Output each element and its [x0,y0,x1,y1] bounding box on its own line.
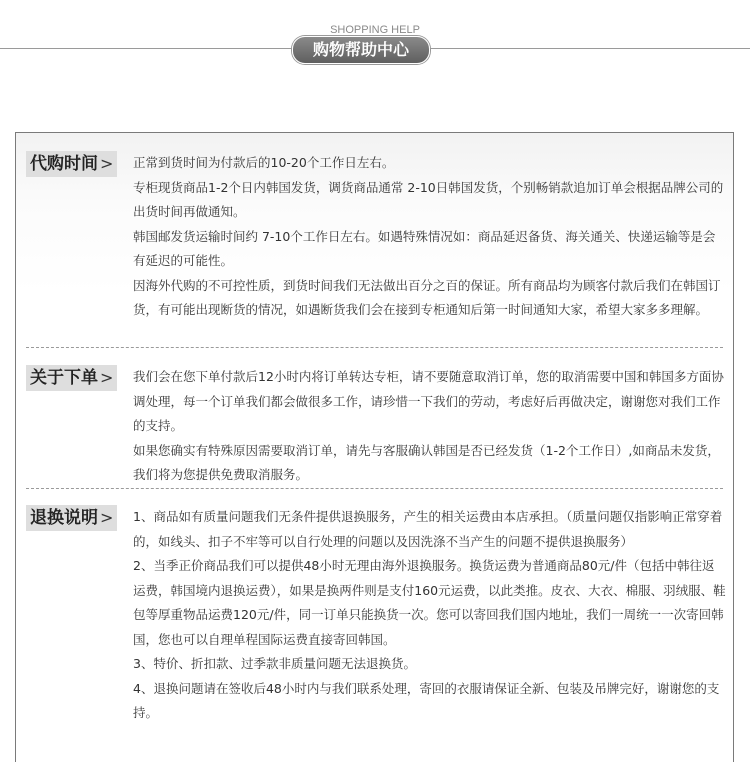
section-divider [26,347,723,348]
section-text [133,365,726,488]
paragraph: 专柜现货商品1-2个日内韩国发货，调货商品通常 2-10日韩国发货，个别畅销款追加订单会根据品牌公司的出货时间再做通知。 [133,179,724,219]
section-label: 代购时间 > [26,151,117,177]
paragraph: 4、退换问题请在签收后48小时内与我们联系处理，寄回的衣服请保证全新、包装及吊牌完好，谢谢您的支持。 [133,680,720,720]
help-content-box [15,132,734,762]
paragraph: 1、商品如有质量问题我们无条件提供退换服务，产生的相关运费由本店承担。（质量问题仅指影响正常穿着的，如线头、扣子不牢等可以自行处理的问题以及因洗涤不当产生的问题不提供退换服务） [133,509,723,549]
paragraph: 3、特价、折扣款、过季款非质量问题无法退换货。 [133,656,416,671]
section-divider [26,488,723,489]
paragraph: 如果您确实有特殊原因需要取消订单，请先与客服确认韩国是否已经发货（1-2个工作日）,如商品未发货，我们将为您提供免费取消服务。 [133,442,720,482]
paragraph: 2、当季正价商品我们可以提供48小时无理由海外退换服务。换货运费为普通商品80元/件（包括中韩往返运费，韩国境内退换运费），如果是换两件则是支付160元运费，以此类推。皮衣、大衣、棉服、羽绒服、鞋包等厚重物品运费120元/件，同一订单只能换货一次。您可以寄回我们国内地址，我们一周统一一次寄回韩国，您也可以自理单程国际运费直接寄回韩国。 [133,558,726,647]
paragraph: 因海外代购的不可控性质，到货时间我们无法做出百分之百的保证。所有商品均为顾客付款后我们在韩国订货，有可能出现断货的情况，如遇断货我们会在接到专柜通知后第一时间通知大家，希望大家多多理解。 [133,277,721,317]
paragraph: 正常到货时间为付款后的10-20个工作日左右。 [133,155,395,170]
paragraph: 我们会在您下单付款后12小时内将订单转达专柜，请不要随意取消订单，您的取消需要中国和韩国多方面协调处理，每一个订单我们都会做很多工作，请珍惜一下我们的劳动，考虑好后再做决定，谢谢您对我们工作的支持。 [133,369,724,433]
section-text [133,151,726,323]
header-title: 购物帮助中心 [292,36,430,64]
section-text [133,505,726,726]
paragraph: 韩国邮发货运输时间约 7-10个工作日左右。如遇特殊情况如：商品延迟备货、海关通关、快递运输等是会有延迟的可能性。 [133,228,716,268]
header-subtitle: SHOPPING HELP [330,24,420,36]
section-label: 退换说明 > [26,505,117,531]
section-label: 关于下单 > [26,365,117,391]
help-header [0,0,750,80]
